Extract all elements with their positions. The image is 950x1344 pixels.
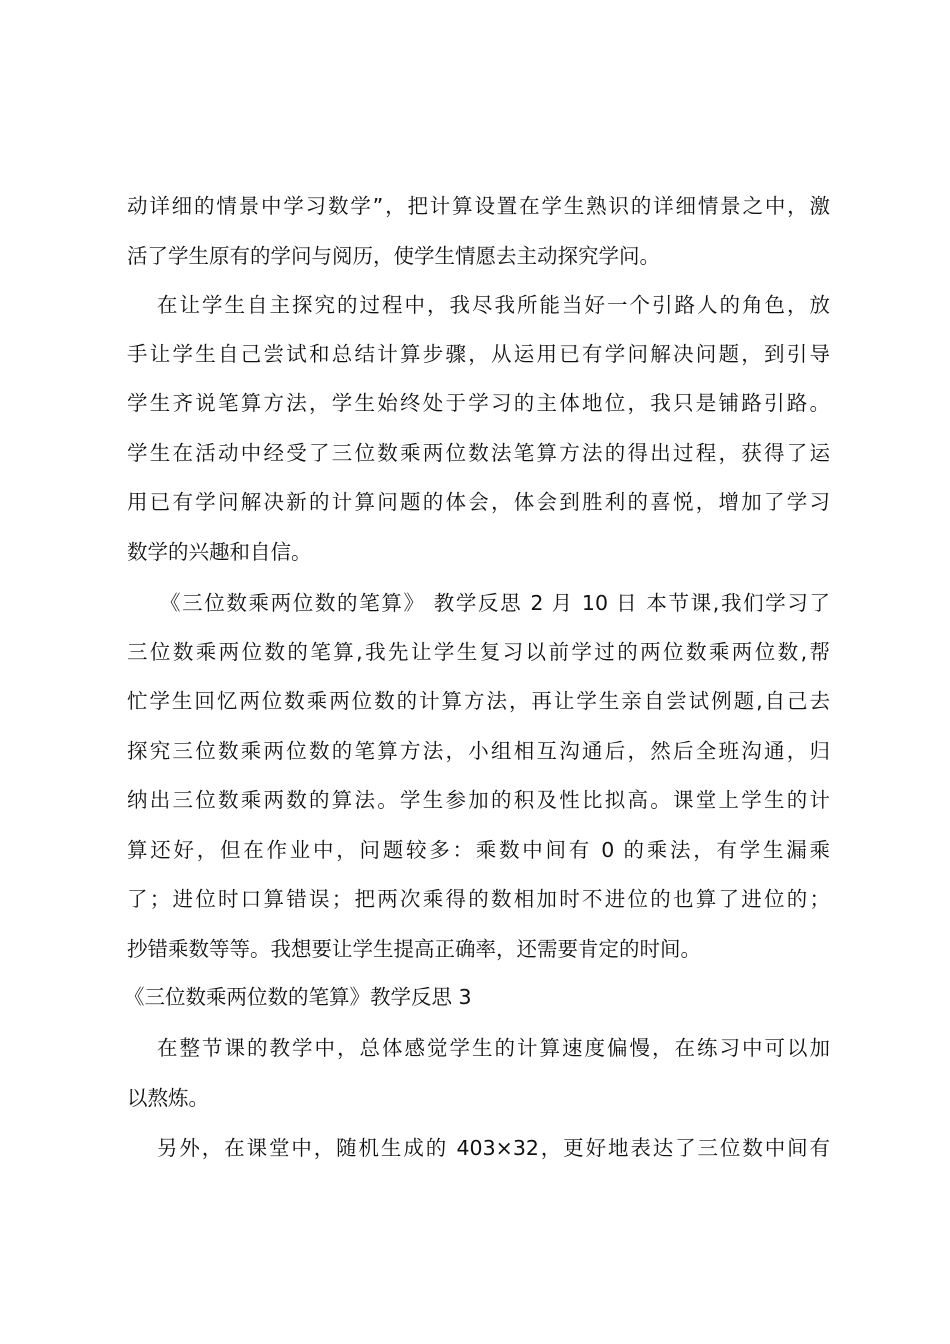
paragraph-line: 在让学生自主探究的过程中，我尽我所能当好一个引路人的角色，放 xyxy=(157,293,830,317)
paragraph-line: 活了学生原有的学问与阅历，使学生情愿去主动探究学问。 xyxy=(127,244,660,268)
paragraph-line: 手让学生自己尝试和总结计算步骤，从运用已有学问解决问题，到引导 xyxy=(127,342,830,366)
paragraph-line: 三位数乘两位数的笔算,我先让学生复习以前学过的两位数乘两位数,帮 xyxy=(127,640,830,664)
paragraph-line: 抄错乘数等等。我想要让学生提高正确率，还需要肯定的时间。 xyxy=(127,937,701,961)
paragraph-line: 纳出三位数乘两数的算法。学生参加的积及性比拟高。课堂上学生的计 xyxy=(127,788,830,812)
paragraph-line: 忙学生回忆两位数乘两位数的计算方法，再让学生亲自尝试例题,自己去 xyxy=(127,689,830,713)
paragraph-line: 学生齐说笔算方法，学生始终处于学习的主体地位，我只是铺路引路。 xyxy=(127,391,830,415)
paragraph-line: 以熬炼。 xyxy=(127,1086,209,1110)
section-heading: 《三位数乘两位数的笔算》教学反思 3 xyxy=(124,985,472,1009)
paragraph-line: 另外，在课堂中，随机生成的 403×32，更好地表达了三位数中间有 xyxy=(157,1136,830,1160)
paragraph-line: 数学的兴趣和自信。 xyxy=(127,540,312,564)
paragraph-line: 动详细的情景中学习数学”，把计算设置在学生熟识的详细情景之中，激 xyxy=(127,194,830,218)
paragraph-line: 探究三位数乘两位数的笔算方法，小组相互沟通后，然后全班沟通，归 xyxy=(127,739,830,763)
paragraph-line: 了；进位时口算错误；把两次乘得的数相加时不进位的也算了进位的； xyxy=(127,887,830,911)
paragraph-line: 学生在活动中经受了三位数乘两位数法笔算方法的得出过程，获得了运 xyxy=(127,441,830,465)
paragraph-line: 用已有学问解决新的计算问题的体会，体会到胜利的喜悦，增加了学习 xyxy=(127,490,830,514)
paragraph-line: 在整节课的教学中，总体感觉学生的计算速度偏慢，在练习中可以加 xyxy=(157,1036,830,1060)
paragraph-line: 算还好，但在作业中，问题较多：乘数中间有 0 的乘法，有学生漏乘 xyxy=(127,838,830,862)
paragraph-line: 《三位数乘两位数的笔算》 教学反思 2 月 10 日 本节课,我们学习了 xyxy=(160,591,830,615)
